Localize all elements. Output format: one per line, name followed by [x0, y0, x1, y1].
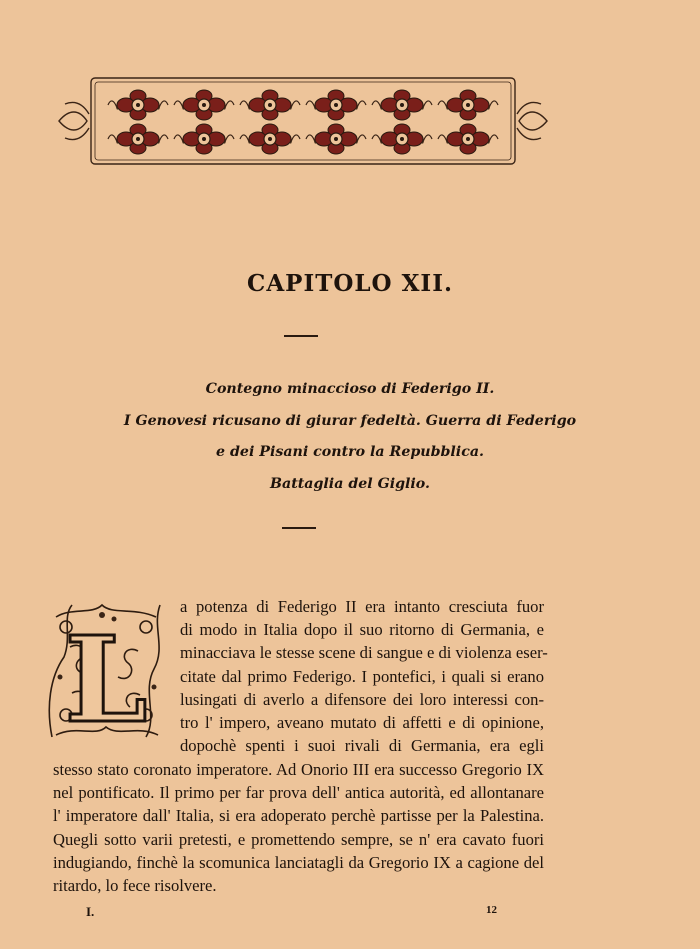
page-number: 12	[486, 904, 497, 916]
summary-line: Contegno minaccioso di Federigo II.	[205, 381, 495, 397]
text-line: minacciava le stesse scene di sangue e di violenza eser-	[180, 643, 548, 663]
summary-line: Battaglia del Giglio.	[270, 475, 430, 492]
text-line: dopochè spenti i suoi rivali di Germania, era egli	[180, 736, 544, 756]
summary-line: I Genovesi ricusano di giurar fedeltà. Guerra di Federigo	[123, 412, 577, 429]
dropcap-letter: L	[64, 610, 148, 745]
text-line: a potenza di Federigo II era intanto cresciuta fuor	[180, 597, 544, 616]
text-line: nel pontificato. Il primo per far prova dell' antica autorità, ed allontanare	[53, 783, 544, 803]
ornament-tile	[108, 90, 168, 120]
text-line: tro l' impero, aveano mutato di affetti e di opinione,	[180, 713, 544, 733]
text-line: Quegli sotto varii pretesti, e promettendo sempre, se n' era cavato fuori	[53, 829, 544, 849]
ornament-tile	[174, 90, 234, 120]
ornament-tile	[372, 124, 432, 154]
chapter-title: CAPITOLO XII.	[247, 270, 453, 297]
title-divider	[284, 335, 318, 337]
paragraph-continued	[53, 758, 544, 897]
ornament-tile	[306, 124, 366, 154]
decorated-initial-letter-icon	[42, 597, 170, 745]
text-line: lusingati di averlo a difensore dei loro interessi con-	[180, 689, 544, 709]
ornament-tile	[438, 124, 498, 154]
text-line: di modo in Italia dopo il suo ritorno di Germania, e	[180, 620, 544, 640]
ornament-tile	[306, 90, 366, 120]
text-line: l' imperatore dall' Italia, si era adoperato perchè partisse per la Palestina.	[53, 806, 544, 826]
floral-ornament-band-icon	[57, 74, 549, 168]
summary-divider	[282, 527, 316, 529]
chapter-summary	[30, 374, 670, 500]
paragraph-start	[180, 595, 548, 757]
ornament-tile	[240, 90, 300, 120]
ornament-tile	[240, 124, 300, 154]
text-line: indugiando, finchè la scomunica lanciatagli da Gregorio IX a cagione del	[53, 852, 544, 872]
ornament-tile	[174, 124, 234, 154]
text-line: ritardo, lo fece risolvere.	[53, 876, 217, 896]
ornament-tile	[108, 124, 168, 154]
ornament-tile	[438, 90, 498, 120]
text-line: citate dal primo Federigo. I pontefici, i quali si erano	[180, 666, 544, 686]
signature-mark: I.	[86, 904, 95, 919]
text-line: stesso stato coronato imperatore. Ad Onorio III era successo Gregorio IX	[53, 760, 544, 779]
summary-line: e dei Pisani contro la Repubblica.	[216, 444, 484, 460]
ornament-tile	[372, 90, 432, 120]
